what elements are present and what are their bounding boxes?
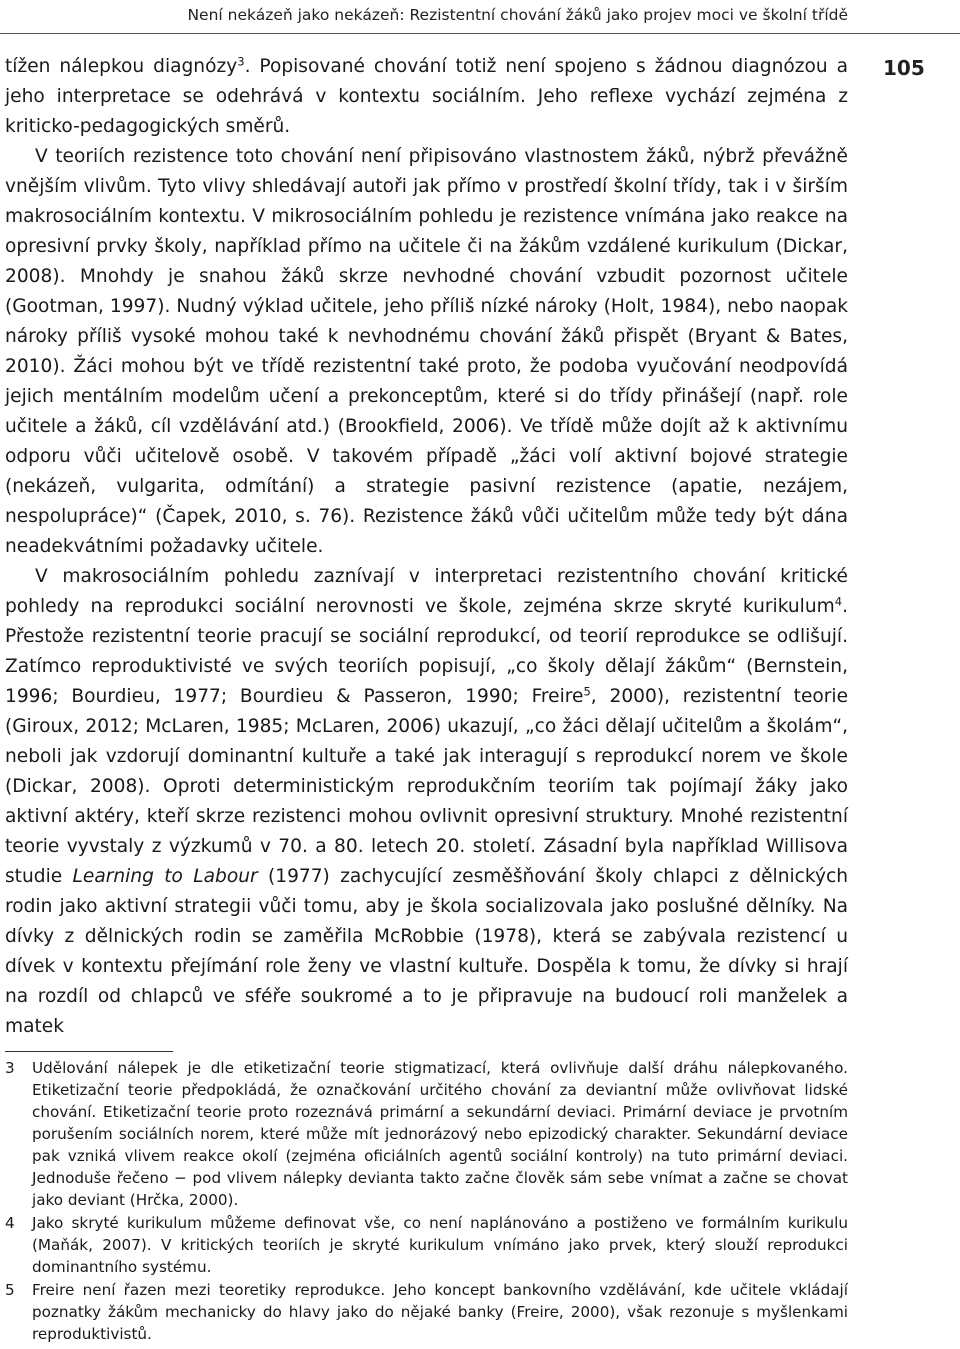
footnote-4	[5, 1212, 848, 1278]
footnote-text: Jako skryté kurikulum můžeme definovat vše, co není naplánováno a postiženo ve formálním kurikulu (Maňák, 2007). V kritických teoriích je skryté kurikulum vnímáno jako prvek, který slouží reprodukci dominantního systému.	[32, 1214, 848, 1276]
footnote-number: 5	[5, 1281, 15, 1299]
paragraph-3-text-c: , 2000), rezistentní teorie (Giroux, 2012; McLaren, 1985; McLaren, 2006) ukazují, „co žáci dělají učitelům a školám“, neboli jak vzdorují dominantní kultuře a také jak interagují s reprodukcí norem ve škole (Dickar, 2008). Oproti deterministickým reprodukčním teoriím tak pojímají žáky jako aktivní aktéry, kteří skrze rezistenci mohou ovlivnit opresivní struktury. Mnohé rezistentní teorie vyvstaly z výzkumů v 70. a 80. letech 20. století. Zásadní byla například Willisova studie	[5, 686, 849, 887]
footnote-3	[5, 1057, 848, 1211]
footnote-ref-5: 5	[583, 684, 591, 699]
footnote-text: Freire není řazen mezi teoretiky reprodukce. Jeho koncept bankovního vzdělávání, kde učitele vkládají poznatky žákům mechanicky do hlavy jako do nějaké banky (Freire, 2000), však rezonuje s myšlenkami reproduktivistů.	[32, 1281, 848, 1343]
footnote-5	[5, 1279, 848, 1345]
running-header: Není nekázeň jako nekázeň: Rezistentní chování žáků jako projev moci ve školní třídě	[187, 6, 848, 24]
footnote-number: 3	[5, 1059, 15, 1077]
footnote-ref-3: 3	[237, 54, 245, 69]
page-number: 105	[883, 56, 925, 80]
paragraph-1-text-a: tížen nálepkou diagnózy	[5, 56, 238, 77]
header-divider	[0, 33, 960, 34]
paragraph-1-text-b: . Popisované chování totiž není spojeno s žádnou diagnózou a jeho interpretace se odehrává v kontextu sociálním. Jeho reflexe vychází zejména z kriticko-pedagogických směrů.	[5, 56, 848, 137]
paragraph-2: V teoriích rezistence toto chování není připisováno vlastnostem žáků, nýbrž převážně vnějším vlivům. Tyto vlivy shledávají autoři jak přímo v prostředí školní třídy, tak i v širším makrosociálním kontextu. V mikrosociálním pohledu je rezistence vnímána jako reakce na opresivní prvky školy, například přímo na učitele či na žákům vzdálené kurikulum (Dickar, 2008). Mnohdy je snahou žáků skrze nevhodné chování vzbudit pozornost učitele (Gootman, 1997). Nudný výklad učitele, jeho příliš nízké nároky (Holt, 1984), nebo naopak nároky příliš vysoké mohou také k nevhodnému chování žáků přispět (Bryant & Bates, 2010). Žáci mohou být ve třídě rezistentní také proto, že podoba vyučování neodpovídá jejich mentálním modelům učení a prekonceptům, které si do třídy přinášejí (např. role učitele a žáků, cíl vzdělávání atd.) (Brookfield, 2006). Ve třídě může dojít až k aktivnímu odporu vůči učitelově osobě. V takovém případě „žáci volí aktivní bojové strategie (nekázeň, vulgarita, odmítání) a strategie pasivní rezistence (apatie, nezájem, nespolupráce)“ (Čapek, 2010, s. 76). Rezistence žáků vůči učitelům může tedy být dána neadekvátními požadavky učitele.	[5, 146, 848, 557]
body-text	[5, 52, 848, 1042]
footnotes	[5, 1057, 848, 1346]
footnote-ref-4: 4	[834, 594, 843, 609]
paragraph-3	[5, 562, 848, 1042]
footnote-number: 4	[5, 1214, 15, 1232]
paragraph-3-text-a: V makrosociálním pohledu zaznívají v interpretaci rezistentního chování kritické pohledy na reprodukci sociální nerovnosti ve škole, zejména skrze skryté kurikulum	[5, 566, 848, 617]
paragraph-3-text-b: . Přestože rezistentní teorie pracují se sociální reprodukcí, od teorií reprodukce se odlišují. Zatímco reproduktivisté ve svých teoriích popisují, „co školy dělají žákům“ (Bernstein, 1996; Bourdieu, 1977; Bourdieu & Passeron, 1990; Freire	[5, 596, 848, 707]
paragraph-1	[5, 52, 848, 142]
paragraph-3-text-d: (1977) zachycující zesměšňování školy chlapci z dělnických rodin jako aktivní strategii vůči tomu, aby je škola socializovala jako poslušné dělníky. Na dívky z dělnických rodin se zaměřila McRobbie (1978), která se zabývala rezistencí u dívek v kontextu přejímání role ženy ve vlastní kultuře. Dospěla k tomu, že dívky si hrají na rozdíl od chlapců ve sféře soukromé a to je připravuje na budoucí roli manželek a matek	[5, 866, 848, 1037]
footnote-divider	[5, 1051, 173, 1052]
book-title: Learning to Labour	[72, 866, 258, 887]
footnote-text: Udělování nálepek je dle etiketizační teorie stigmatizací, která ovlivňuje další dráhu nálepkovaného. Etiketizační teorie předpokládá, že označkování určitého chování za deviantní může ovlivňovat lidské chování. Etiketizační teorie proto rozeznává primární a sekundární deviaci. Primární deviace je prvotním porušením sociálních norem, které může mít jednorázový nebo epizodický charakter. Sekundární deviace pak vzniká vlivem reakce okolí (zejména oficiálních agentů sociální kontroly) na tuto primární deviaci. Jednoduše řečeno − pod vlivem nálepky devianta takto začne člověk sám sebe vnímat a začne se chovat jako deviant (Hrčka, 2000).	[32, 1059, 848, 1209]
